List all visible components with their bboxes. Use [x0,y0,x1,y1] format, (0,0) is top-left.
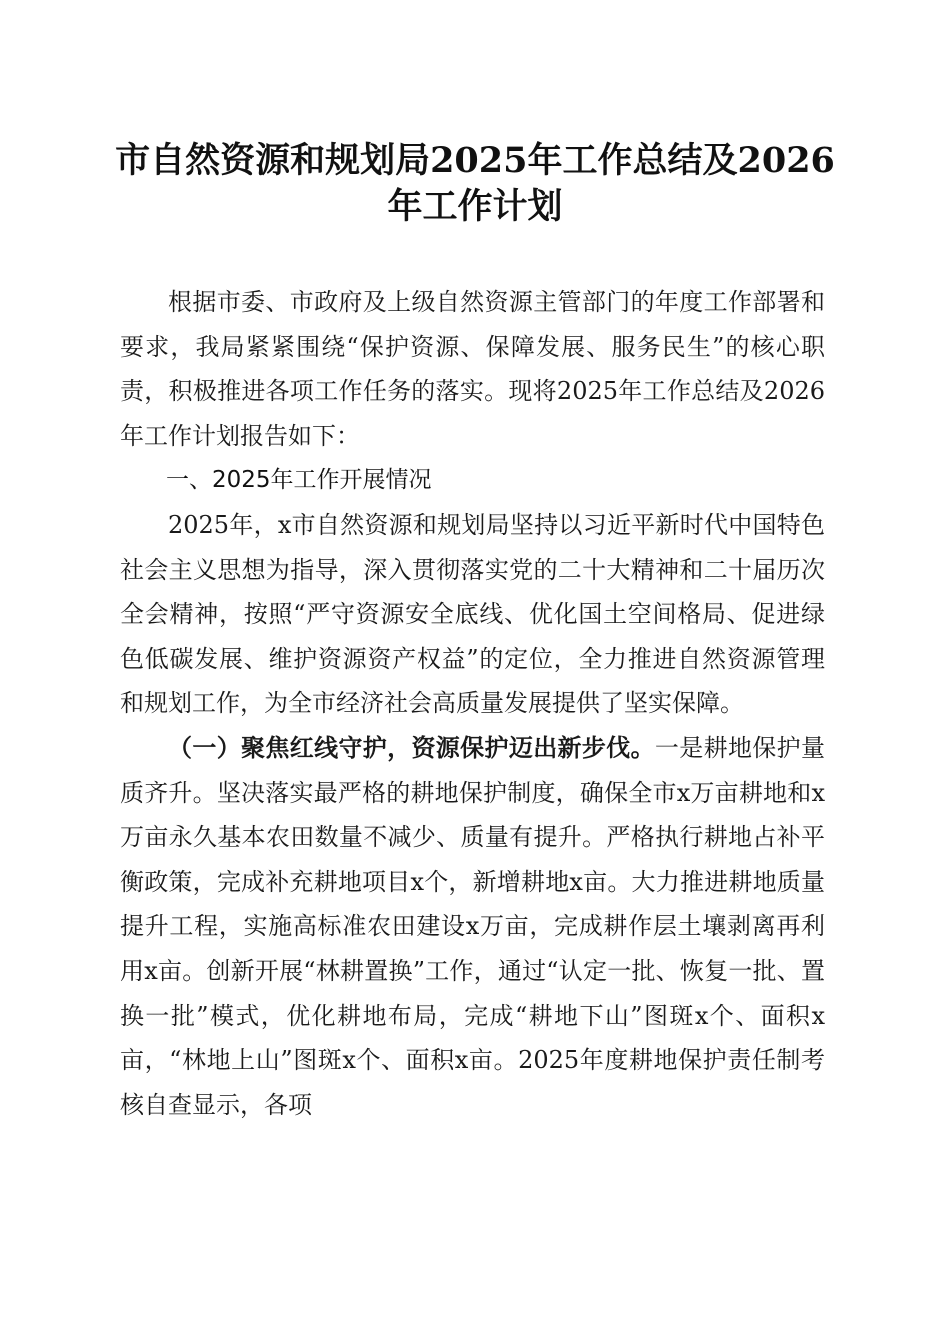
subsection-heading: （一）聚焦红线守护，资源保护迈出新步伐。 [168,732,655,762]
section-heading-2025: 一、2025年工作开展情况 [166,467,432,494]
section-overview-paragraph: 2025年，x市自然资源和规划局坚持以习近平新时代中国特色社会主义思想为指导，深入贯彻落实党的二十大精神和二十届历次全会精神，按照“严守资源安全底线、优化国土空间格局、促进绿色低碳发展、维护资源资产权益”的定位，全力推进自然资源管理和规划工作，为全市经济社会高质量发展提供了坚实保障。 [120,510,825,718]
document-body [120,280,825,1127]
subsection-paragraph-resource-protection [120,726,825,1127]
subsection-text: 一是耕地保护量质齐升。坚决落实最严格的耕地保护制度，确保全市x万亩耕地和x万亩永久基本农田数量不减少、质量有提升。严格执行耕地占补平衡政策，完成补充耕地项目x个，新增耕地x亩。大力推进耕地质量提升工程，实施高标准农田建设x万亩，完成耕作层土壤剥离再利用x亩。创新开展“林耕置换”工作，通过“认定一批、恢复一批、置换一批”模式，优化耕地布局，完成“耕地下山”图斑x个、面积x亩，“林地上山”图斑x个、面积x亩。2025年度耕地保护责任制考核自查显示，各项 [120,733,825,1119]
document-title: 市自然资源和规划局2025年工作总结及2026年工作计划 [115,140,835,227]
intro-paragraph: 根据市委、市政府及上级自然资源主管部门的年度工作部署和要求，我局紧紧围绕“保护资源、保障发展、服务民生”的核心职责，积极推进各项工作任务的落实。现将2025年工作总结及2026年工作计划报告如下： [120,288,825,450]
